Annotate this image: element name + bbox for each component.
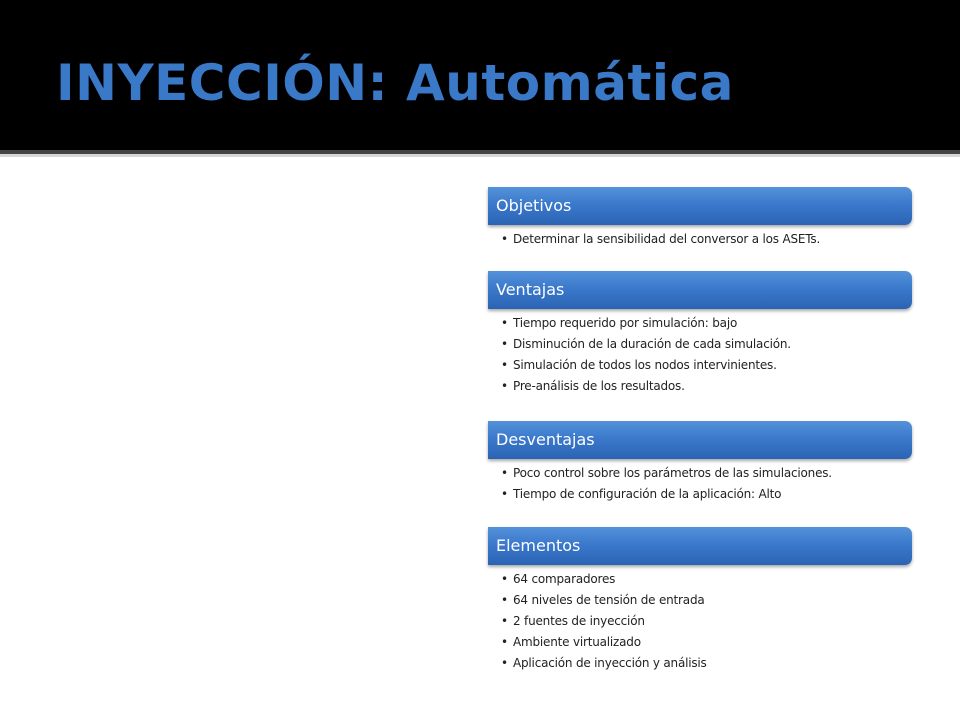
bullet-icon: • [501, 466, 508, 480]
bullet-icon: • [501, 316, 508, 330]
list-item: • Pre-análisis de los resultados. [488, 376, 912, 397]
section-objetivos [488, 187, 912, 250]
list-item: • Ambiente virtualizado [488, 632, 912, 653]
list-item: • Simulación de todos los nodos intervinientes. [488, 355, 912, 376]
slide-content [0, 157, 960, 720]
section-elementos [488, 527, 912, 674]
list-item: • Determinar la sensibilidad del conversor a los ASETs. [488, 229, 912, 250]
list-item: • Tiempo requerido por simulación: bajo [488, 313, 912, 334]
list-item: • 64 comparadores [488, 569, 912, 590]
list-item: • 64 niveles de tensión de entrada [488, 590, 912, 611]
bullet-icon: • [501, 656, 508, 670]
bullet-icon: • [501, 358, 508, 372]
section-ventajas [488, 271, 912, 397]
elementos-list [488, 569, 912, 674]
desventajas-list [488, 463, 912, 505]
list-item: • Poco control sobre los parámetros de las simulaciones. [488, 463, 912, 484]
bullet-icon: • [501, 232, 508, 246]
list-item: • Disminución de la duración de cada simulación. [488, 334, 912, 355]
ventajas-list [488, 313, 912, 397]
bullet-icon: • [501, 593, 508, 607]
bullet-icon: • [501, 635, 508, 649]
section-desventajas [488, 421, 912, 505]
bullet-icon: • [501, 337, 508, 351]
section-header-elementos: Elementos [488, 527, 912, 565]
section-header-desventajas: Desventajas [488, 421, 912, 459]
list-item: • 2 fuentes de inyección [488, 611, 912, 632]
bullet-icon: • [501, 487, 508, 501]
bullet-icon: • [501, 614, 508, 628]
objetivos-list [488, 229, 912, 250]
bullet-icon: • [501, 572, 508, 586]
list-item: • Tiempo de configuración de la aplicación: Alto [488, 484, 912, 505]
list-item: • Aplicación de inyección y análisis [488, 653, 912, 674]
section-header-objetivos: Objetivos [488, 187, 912, 225]
section-header-ventajas: Ventajas [488, 271, 912, 309]
title-bar [0, 0, 960, 150]
bullet-icon: • [501, 379, 508, 393]
slide-title: INYECCIÓN: Automática [56, 54, 734, 112]
